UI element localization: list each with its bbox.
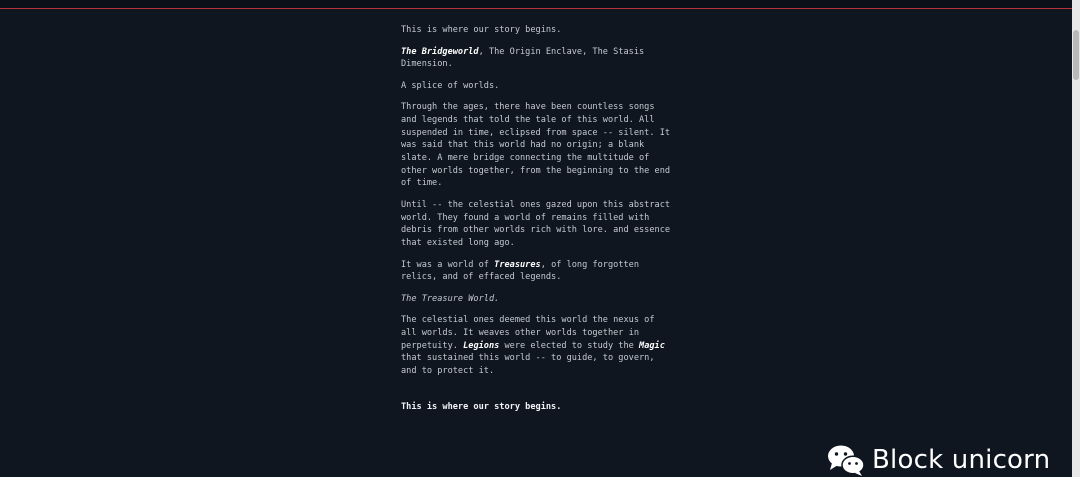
story-paragraph: Through the ages, there have been countless songs and legends that told the tale of this world. All suspended in time, eclipsed from space -- silent. It was said that this world had no origin; a blank slate. A mere bridge connecting the multitude of other worlds together, from the beginning to the end of time. <box>401 102 671 189</box>
emphasis-text: Magic <box>639 340 665 351</box>
paragraph-text: It was a world of <box>401 259 495 270</box>
top-bar <box>0 0 1072 9</box>
paragraph-text: were elected to study the <box>499 340 640 351</box>
story-paragraph <box>401 314 673 378</box>
watermark <box>826 443 1050 477</box>
story-paragraph <box>401 259 673 284</box>
story-paragraph <box>401 46 673 71</box>
watermark-text: Block unicorn <box>872 445 1051 475</box>
emphasis-text: Legions <box>463 340 500 351</box>
paragraph-text: that sustained this world -- to guide, to govern, and to protect it. <box>401 353 655 377</box>
story-paragraph: This is where our story begins. <box>401 25 562 35</box>
emphasis-text: Treasures <box>494 259 541 270</box>
story-paragraph: The Treasure World. <box>401 293 500 304</box>
wechat-icon <box>826 443 866 477</box>
story-paragraph: A splice of worlds. <box>401 80 500 91</box>
emphasis-text: The Bridgeworld <box>401 46 479 57</box>
paragraph-text: The celestial ones deemed this world the nexus of all worlds. It weaves other worlds together in perpetuity. <box>401 315 655 351</box>
story-content <box>401 24 673 422</box>
scrollbar[interactable] <box>1072 0 1080 477</box>
paragraph-text: , The Origin Enclave, The Stasis Dimension. <box>401 46 645 70</box>
scrollbar-thumb[interactable] <box>1073 30 1079 80</box>
paragraph-text: , of long forgotten relics, and of effaced legends. <box>401 259 640 283</box>
story-paragraph: Until -- the celestial ones gazed upon this abstract world. They found a world of remains filled with debris from other worlds rich with lore. and essence that existed long ago. <box>401 199 671 249</box>
story-ending: This is where our story begins. <box>401 401 562 412</box>
